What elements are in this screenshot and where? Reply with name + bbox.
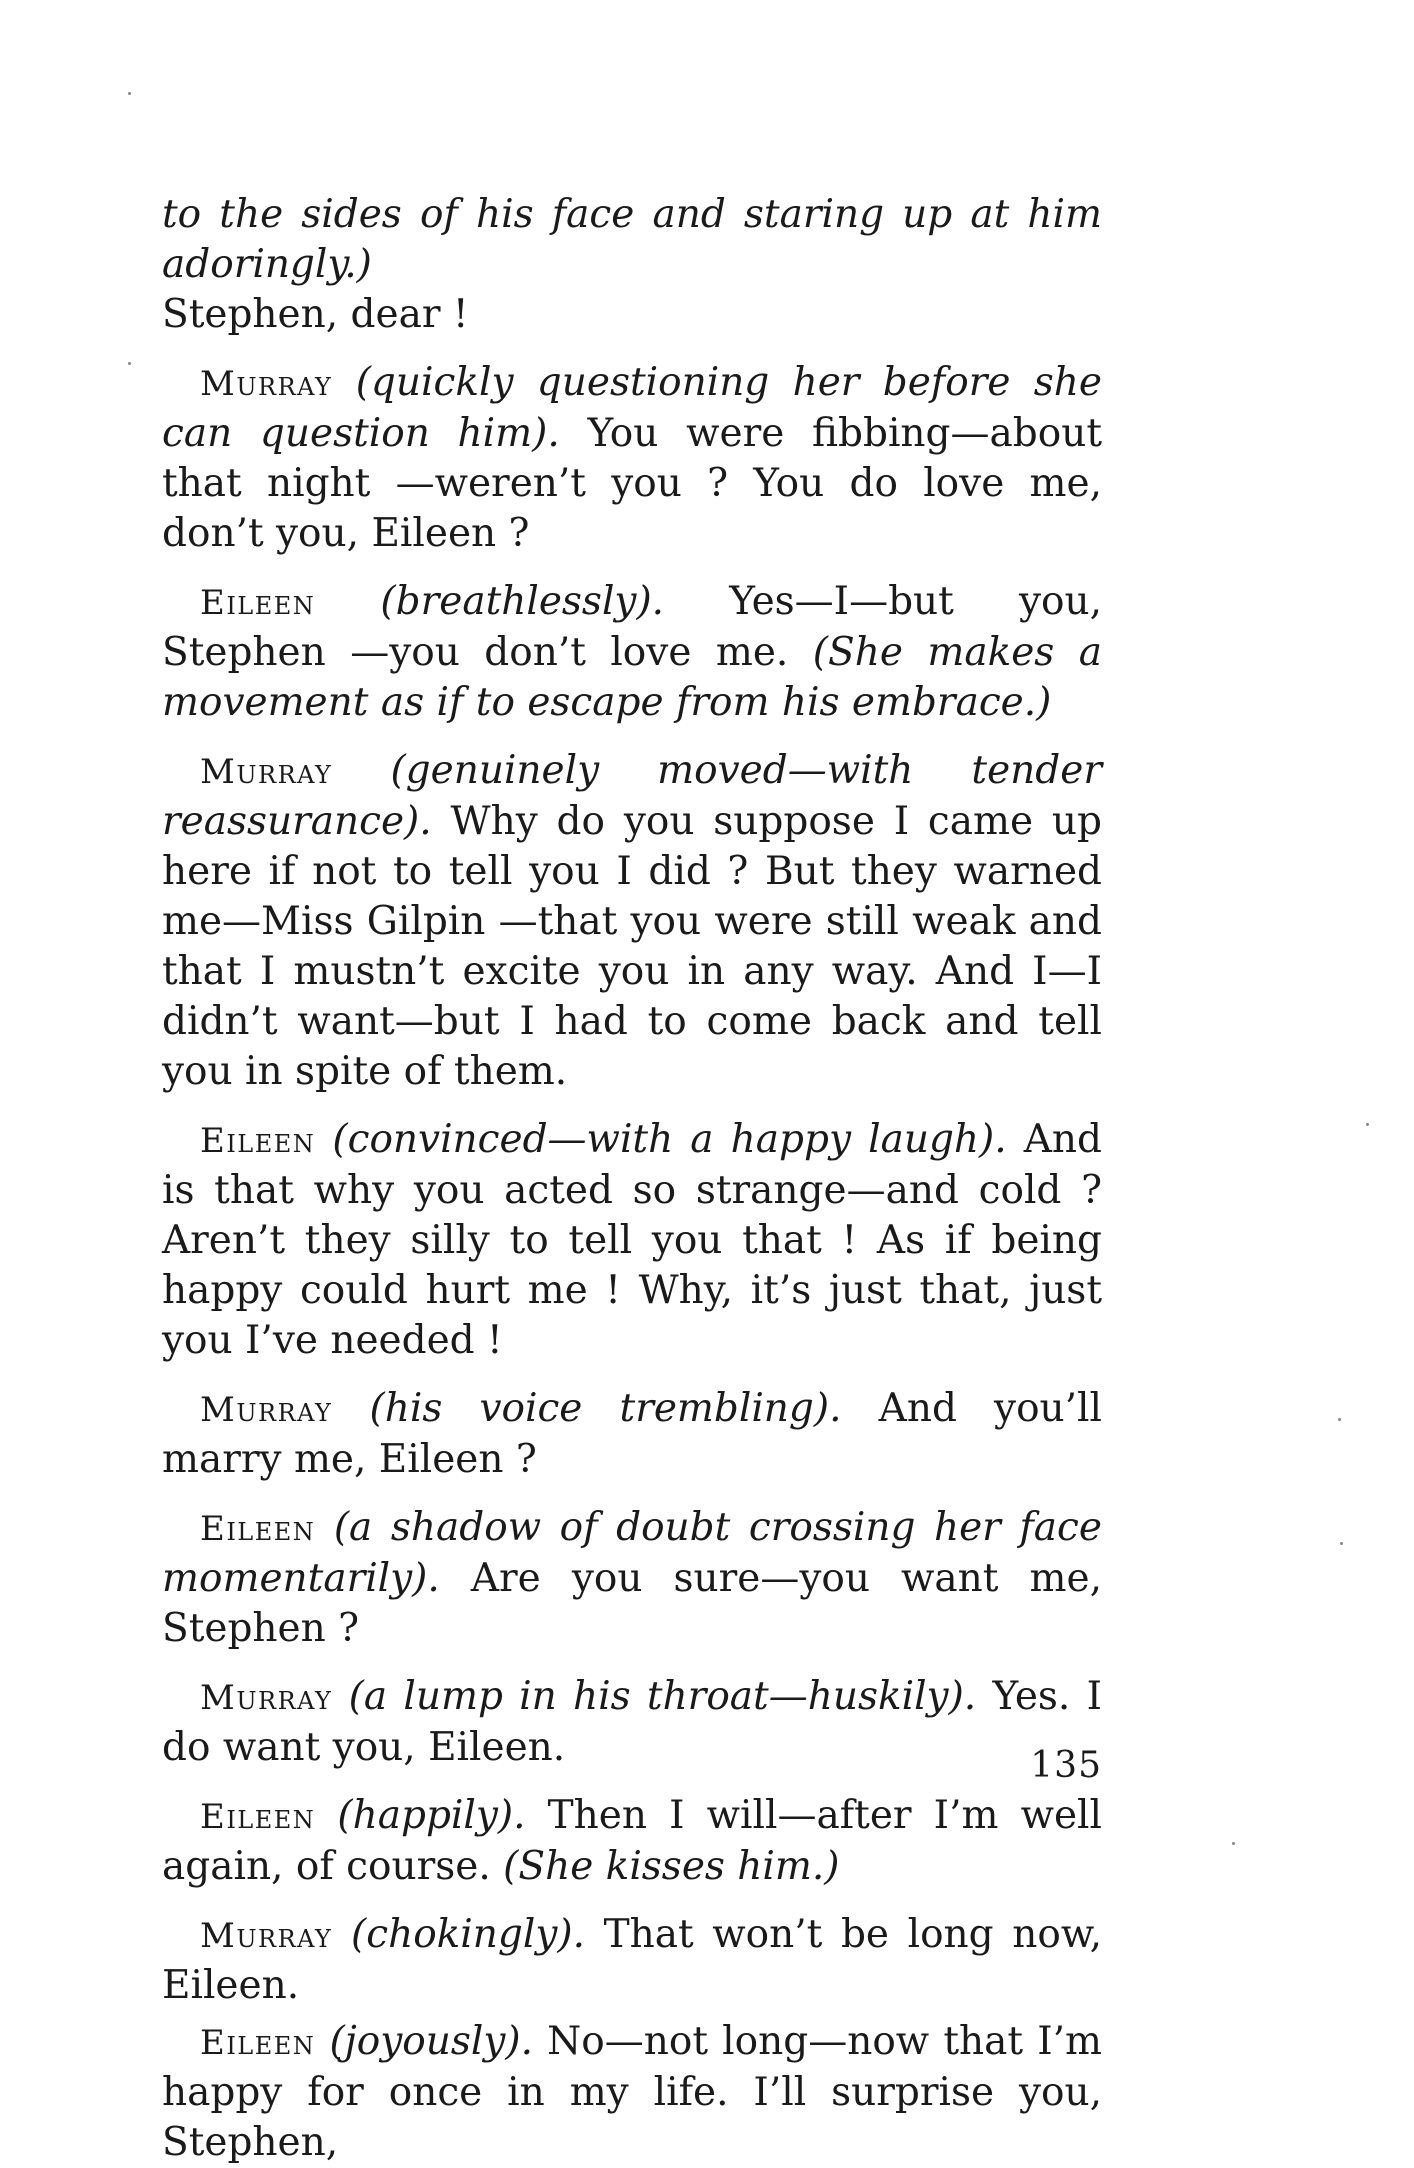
dialogue-text: Stephen, dear ! bbox=[162, 292, 469, 337]
dialogue-text: Yes—I—but you, Stephen —you don’t love me. bbox=[162, 579, 1102, 675]
dialogue-paragraph-eileen bbox=[162, 577, 1102, 728]
page-number: 135 bbox=[1030, 1745, 1102, 1786]
stage-direction: to the sides of his face and staring up at him adoringly.) bbox=[162, 192, 1102, 287]
speaker-name: Murray bbox=[200, 1916, 333, 1956]
stage-direction: (a shadow of doubt crossing her face momentarily). bbox=[162, 1505, 1102, 1601]
stage-direction: (genuinely moved—with tender reassurance). bbox=[162, 748, 1102, 844]
stage-direction: (chokingly). bbox=[351, 1912, 585, 1957]
stage-direction: (a lump in his throat—huskily). bbox=[348, 1674, 977, 1719]
dialogue-paragraph-eileen bbox=[162, 1791, 1102, 1892]
paper-speck bbox=[1338, 1418, 1341, 1421]
dialogue-paragraph-murray bbox=[162, 746, 1102, 1097]
paper-speck bbox=[1340, 1542, 1343, 1545]
dialogue-paragraph-murray bbox=[162, 1384, 1102, 1485]
dialogue-paragraph-murray bbox=[162, 1910, 1102, 2011]
speaker-name: Eileen bbox=[200, 1121, 316, 1161]
dialogue-text: You were fibbing—about that night —weren’t you ? You do love me, don’t you, Eileen ? bbox=[162, 411, 1102, 556]
dialogue-text: Then I will—after I’m well again, of course. bbox=[162, 1793, 1102, 1889]
speaker-name: Eileen bbox=[200, 1509, 316, 1549]
paper-speck bbox=[128, 92, 131, 95]
speaker-name: Eileen bbox=[200, 583, 316, 623]
speaker-name: Murray bbox=[200, 364, 333, 404]
stage-direction: (quickly questioning her before she can question him). bbox=[162, 360, 1102, 456]
speaker-name: Eileen bbox=[200, 1797, 316, 1837]
continuation-paragraph bbox=[162, 190, 1102, 340]
stage-direction: (happily). bbox=[337, 1793, 526, 1838]
book-page bbox=[162, 190, 1103, 2165]
speaker-name: Murray bbox=[200, 1390, 333, 1430]
dialogue-text: And is that why you acted so strange—and cold ? Aren’t they silly to tell you that ! As if being happy could hurt me ! Why, it’s just that, just you I’ve needed ! bbox=[162, 1117, 1102, 1363]
paper-speck bbox=[1232, 1842, 1235, 1845]
stage-direction: (his voice trembling). bbox=[369, 1386, 842, 1431]
dialogue-text: Why do you suppose I came up here if not to tell you I did ? But they warned me—Miss Gilpin —that you were still weak and that I mustn’t excite you in any way. And I—I didn’t want—but I had to come back and tell you in spite of them. bbox=[162, 799, 1102, 1094]
speaker-name: Murray bbox=[200, 1678, 333, 1718]
dialogue-paragraph-murray bbox=[162, 1672, 1102, 1773]
dialogue-paragraph-eileen bbox=[162, 1115, 1102, 1366]
stage-direction-after: (She kisses him.) bbox=[503, 1844, 840, 1889]
stage-direction: (breathlessly). bbox=[380, 579, 665, 624]
dialogue-paragraph-eileen bbox=[162, 1503, 1102, 1654]
stage-direction-after: (She makes a movement as if to escape from his embrace.) bbox=[162, 630, 1102, 725]
dialogue-text: That won’t be long now, Eileen. bbox=[162, 1912, 1102, 2008]
speaker-name: Eileen bbox=[200, 2023, 316, 2063]
paper-speck bbox=[1366, 1123, 1369, 1126]
dialogue-text: No—not long—now that I’m happy for once in my life. I’ll surprise you, Stephen, bbox=[162, 2019, 1102, 2165]
dialogue-paragraph-murray bbox=[162, 358, 1102, 559]
paper-speck bbox=[128, 362, 131, 365]
stage-direction: (convinced—with a happy laugh). bbox=[332, 1117, 1007, 1162]
dialogue-text: Yes. I do want you, Eileen. bbox=[162, 1674, 1102, 1770]
speaker-name: Murray bbox=[200, 752, 333, 792]
dialogue-text: And you’ll marry me, Eileen ? bbox=[162, 1386, 1103, 1482]
dialogue-text: Are you sure—you want me, Stephen ? bbox=[162, 1556, 1102, 1651]
dialogue-paragraph-eileen bbox=[162, 2017, 1102, 2168]
stage-direction: (joyously). bbox=[329, 2019, 533, 2064]
